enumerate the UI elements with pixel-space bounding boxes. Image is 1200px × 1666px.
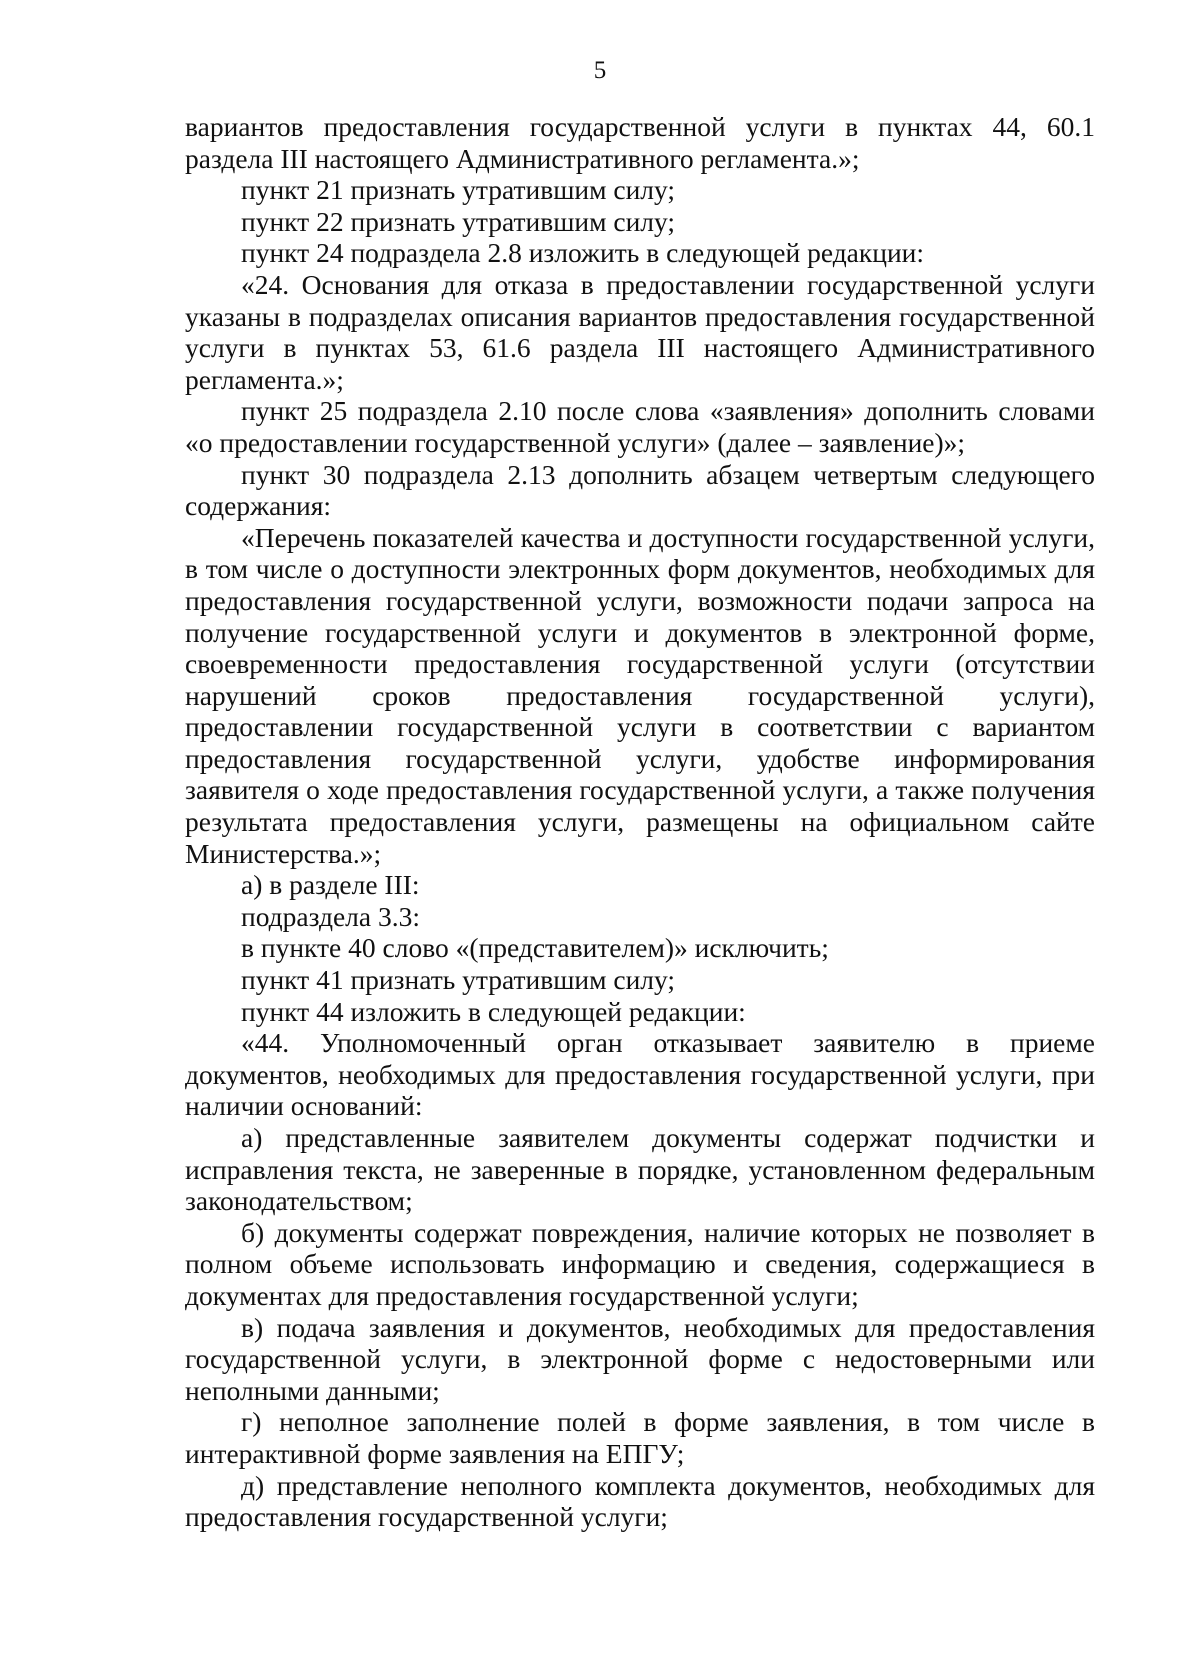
paragraph: подраздела 3.3: (241, 900, 421, 932)
paragraph: пункт 44 изложить в следующей редакции: (241, 995, 746, 1027)
paragraph: б) документы содержат повреждения, наличие которых не позволяет в полном объеме использовать информацию и сведения, содержащиеся в документах для предоставления государственной услуги; (185, 1216, 1095, 1311)
paragraph: г) неполное заполнение полей в форме заявления, в том числе в интерактивной форме заявления на ЕПГУ; (185, 1406, 1095, 1469)
paragraph: а) представленные заявителем документы содержат подчистки и исправления текста, не заверенные в порядке, установленном федеральным законодательством; (185, 1122, 1095, 1217)
paragraph: «24. Основания для отказа в предоставлении государственной услуги указаны в подразделах описания вариантов предоставления государственной услуги в пунктах 53, 61.6 раздела III настоящего Административного регламента.»; (185, 268, 1095, 395)
paragraph: в) подача заявления и документов, необходимых для предоставления государственной услуги, в электронной форме с недостоверными или неполными данными; (185, 1311, 1095, 1406)
paragraph: пункт 24 подраздела 2.8 изложить в следующей редакции: (241, 237, 925, 269)
paragraph: «44. Уполномоченный орган отказывает заявителю в приеме документов, необходимых для предоставления государственной услуги, при наличии оснований: (185, 1027, 1095, 1122)
paragraph: пункт 22 признать утратившим силу; (241, 205, 676, 237)
paragraph: пункт 25 подраздела 2.10 после слова «заявления» дополнить словами «о предоставлении государственной услуги» (далее – заявление)»; (185, 395, 1095, 458)
paragraph: «Перечень показателей качества и доступности государственной услуги, в том числе о доступности электронных форм документов, необходимых для предоставления государственной услуги, возможности подачи запроса на получение государственной услуги и документов в электронной форме, своевременности предоставления государственной услуги (отсутствии нарушений сроков предоставления государственной услуги), предоставлении государственной услуги в соответствии с вариантом предоставления государственной услуги, удобстве информирования заявителя о ходе предоставления государственной услуги, а также получения результата предоставления услуги, размещены на официальном сайте Министерства.»; (185, 521, 1095, 869)
paragraph: а) в разделе III: (241, 869, 420, 901)
paragraph: пункт 21 признать утратившим силу; (241, 174, 676, 206)
paragraph: пункт 41 признать утратившим силу; (241, 964, 676, 996)
paragraph: д) представление неполного комплекта документов, необходимых для предоставления государственной услуги; (185, 1469, 1095, 1533)
page-number: 5 (593, 57, 607, 84)
paragraph: в пункте 40 слово «(представителем)» исключить; (241, 932, 829, 964)
paragraph: пункт 30 подраздела 2.13 дополнить абзацем четвертым следующего содержания: (185, 458, 1095, 522)
paragraph: вариантов предоставления государственной услуги в пунктах 44, 60.1 раздела III настоящего Административного регламента.»; (185, 111, 1095, 174)
document-body (185, 111, 1095, 1533)
